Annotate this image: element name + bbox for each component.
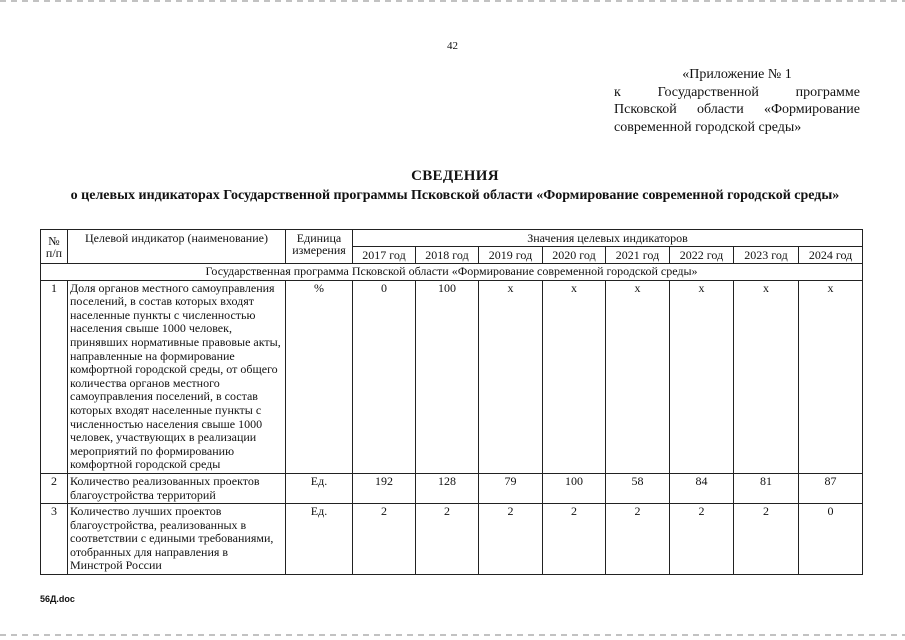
appendix-line-2: к Государственной программе: [614, 84, 860, 100]
header-year: 2022 год: [670, 247, 734, 264]
table-row: [41, 280, 863, 473]
value-cell: х: [799, 280, 863, 473]
table-row: [41, 504, 863, 575]
value-cell: 2: [353, 504, 416, 575]
header-year: 2019 год: [479, 247, 543, 264]
value-cell: 100: [416, 280, 479, 473]
value-cell: 81: [734, 473, 799, 503]
scan-edge-top: [0, 0, 905, 2]
row-number: 1: [41, 280, 68, 473]
header-year: 2020 год: [543, 247, 606, 264]
unit-cell: Ед.: [286, 473, 353, 503]
value-cell: 2: [670, 504, 734, 575]
value-cell: х: [734, 280, 799, 473]
header-year: 2017 год: [353, 247, 416, 264]
header-year: 2021 год: [606, 247, 670, 264]
header-number: № п/п: [41, 230, 68, 264]
indicators-table: [40, 229, 863, 575]
appendix-line-4: современной городской среды»: [614, 119, 802, 135]
row-number: 2: [41, 473, 68, 503]
indicator-name: Количество лучших проектов благоустройства, реализованных в соответствии с едиными требованиями, отобранных для направления в Минстрой России: [68, 504, 286, 575]
header-year: 2023 год: [734, 247, 799, 264]
value-cell: 100: [543, 473, 606, 503]
value-cell: 58: [606, 473, 670, 503]
scan-edge-bottom: [0, 634, 905, 636]
indicator-name: Количество реализованных проектов благоустройства территорий: [68, 473, 286, 503]
indicator-name: Доля органов местного самоуправления поселений, в состав которых входят населенные пункты с численностью населения свыше 1000 человек, принявших нормативные правовые акты, направленные на формирование комфортной городской среды, от общего количества органов местного самоуправления поселений, в состав которых входят населенные пункты с численностью населения свыше 1000 человек, участвующих в реализации мероприятий по формированию комфортной городской среды: [68, 280, 286, 473]
section-row: [41, 264, 863, 281]
value-cell: 2: [734, 504, 799, 575]
value-cell: х: [543, 280, 606, 473]
document-title: [40, 168, 870, 204]
header-unit: Единица измерения: [286, 230, 353, 264]
value-cell: 84: [670, 473, 734, 503]
value-cell: 0: [353, 280, 416, 473]
value-cell: 2: [606, 504, 670, 575]
value-cell: х: [606, 280, 670, 473]
appendix-line-1: «Приложение № 1: [682, 67, 792, 82]
value-cell: 87: [799, 473, 863, 503]
page-number: 42: [447, 40, 458, 52]
table-row: [41, 473, 863, 503]
footer-filename: 56Д.doc: [40, 594, 75, 604]
table-header-row: [41, 230, 863, 247]
title-subtitle: о целевых индикаторах Государственной программы Псковской области «Формирование современной городской среды»: [70, 188, 840, 203]
header-year: 2024 год: [799, 247, 863, 264]
header-year: 2018 год: [416, 247, 479, 264]
unit-cell: Ед.: [286, 504, 353, 575]
value-cell: х: [479, 280, 543, 473]
title-main: СВЕДЕНИЯ: [411, 168, 499, 184]
value-cell: 79: [479, 473, 543, 503]
unit-cell: %: [286, 280, 353, 473]
value-cell: 2: [543, 504, 606, 575]
header-indicator-name: Целевой индикатор (наименование): [68, 230, 286, 264]
value-cell: 2: [416, 504, 479, 575]
appendix-header: [614, 66, 860, 136]
section-title: Государственная программа Псковской области «Формирование современной городской среды»: [41, 264, 863, 281]
row-number: 3: [41, 504, 68, 575]
value-cell: х: [670, 280, 734, 473]
value-cell: 0: [799, 504, 863, 575]
header-values: Значения целевых индикаторов: [353, 230, 863, 247]
appendix-line-3: Псковской области «Формирование: [614, 102, 860, 117]
value-cell: 128: [416, 473, 479, 503]
value-cell: 192: [353, 473, 416, 503]
value-cell: 2: [479, 504, 543, 575]
